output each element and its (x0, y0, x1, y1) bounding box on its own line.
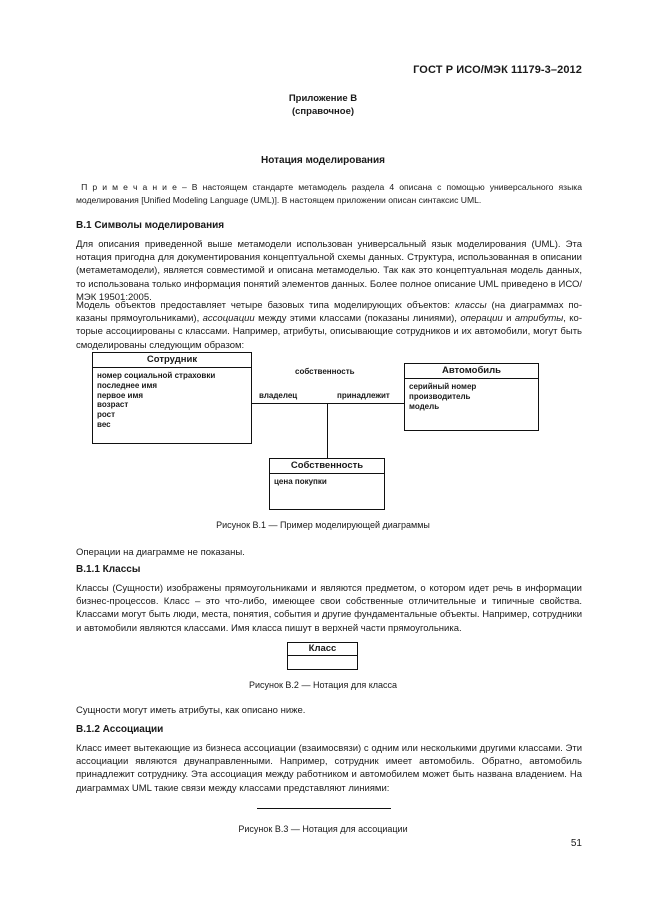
attribute: производитель (409, 391, 471, 401)
class-notation-name: Класс (288, 643, 357, 656)
role-label-owner: владелец (259, 391, 298, 400)
association-notation-line (257, 808, 391, 809)
class-box-car (404, 363, 539, 431)
attribute: возраст (97, 400, 129, 410)
operations-note: Операции на диаграмме не показаны. (76, 547, 245, 558)
figure-b3-caption: Рисунок В.3 — Нотация для ассоциации (238, 824, 408, 834)
attribute: последнее имя (97, 380, 158, 390)
class-name-car: Автомобиль (405, 364, 538, 379)
attribute-list-ownership (270, 474, 384, 490)
attribute: цена покупки (274, 477, 327, 486)
figure-b2-caption: Рисунок В.2 — Нотация для класса (248, 680, 398, 690)
note-text: – В настоящем стандарте метамодель раздела 4 описана с помощью универсального языка моделирования [Unified Modeling Language (UML)]. В настоящем приложении описан синтаксис UML. (76, 182, 583, 205)
b12-paragraph: Класс имеет вытекающие из бизнеса ассоциации (взаимосвязи) с одним или несколькими другими классами. Эти ассоциации являются двунаправленными. Например, сотрудник имеет автомобиль. Обратно, автомобиль принадлежит сотруднику. Эта ассоциация между работником и автомобилем может быть названа владением. На диаграммах UML такие связи между классами представляют линиями: (76, 743, 582, 794)
b1-paragraph-1: Для описания приведенной выше метамодели использован универсальный язык моделирования (UML). Эта нотация пригодна для документирования концептуальной схемы данных. Структура, использованная в описании (метаметамодели), является совместимой и описана метамоделью. Так как это концептуальная модель данных, то использована только информация понятий элементов данных. Более полное описание UML приведено в ИСО/МЭК 19501:2005. (76, 239, 582, 303)
b1-paragraph-2: Модель объектов предоставляет четыре базовых типа моделирующих объектов: классы (на диаграммах показаны прямоугольниками), ассоциации между этими классами (показаны линиями), операции и атрибуты, которые ассоциированы с классами. Например, атрибуты, описывающие сотрудников и их автомобили, могут быть смоделированы следующим образом: (76, 300, 583, 351)
appendix-title: Приложение В (288, 93, 358, 104)
attributes-note: Сущности могут иметь атрибуты, как описано ниже. (76, 705, 306, 716)
appendix-subtitle: (справочное) (291, 106, 355, 117)
attribute: вес (97, 419, 111, 429)
heading-b1: В.1 Символы моделирования (76, 220, 225, 231)
class-box-employee (92, 352, 252, 444)
class-notation-box (287, 642, 358, 670)
role-label-belongs: принадлежит (337, 391, 390, 400)
attribute: модель (409, 401, 440, 411)
class-name-employee: Сотрудник (93, 353, 251, 368)
page-number: 51 (570, 838, 582, 849)
attribute: номер социальной страховки (97, 371, 216, 380)
attribute-list-employee (93, 368, 251, 433)
b11-paragraph: Классы (Сущности) изображены прямоугольниками и являются предметом, о котором идет речь в информации бизнес-процессов. Класс – это что-либо, имеющее свои собственные отличительные и типичные свойства. Классами могут быть люди, места, понятия, события и другие фундаментальные объекты. Например, сотрудники и автомобили являются классами. Имя класса пишут в верхней части прямоугольника. (76, 583, 582, 634)
association-class-link (327, 403, 328, 458)
figure-b1-caption: Рисунок В.1 — Пример моделирующей диаграммы (216, 520, 430, 530)
section-title: Нотация моделирования (261, 155, 385, 166)
association-line (251, 403, 404, 404)
appendix-heading (0, 92, 646, 118)
association-name: собственность (295, 367, 355, 376)
heading-b12: В.1.2 Ассоциации (76, 724, 164, 735)
attribute: рост (97, 410, 116, 420)
heading-b11: В.1.1 Классы (76, 564, 141, 575)
document-code: ГОСТ Р ИСО/МЭК 11179-3–2012 (413, 64, 582, 76)
class-box-ownership (269, 458, 385, 510)
attribute-list-car (405, 379, 538, 414)
note-paragraph (76, 181, 582, 206)
attribute: первое имя (97, 390, 144, 400)
attribute: серийный номер (409, 382, 477, 391)
class-name-ownership: Собственность (270, 459, 384, 474)
note-label: П р и м е ч а н и е (81, 182, 177, 192)
